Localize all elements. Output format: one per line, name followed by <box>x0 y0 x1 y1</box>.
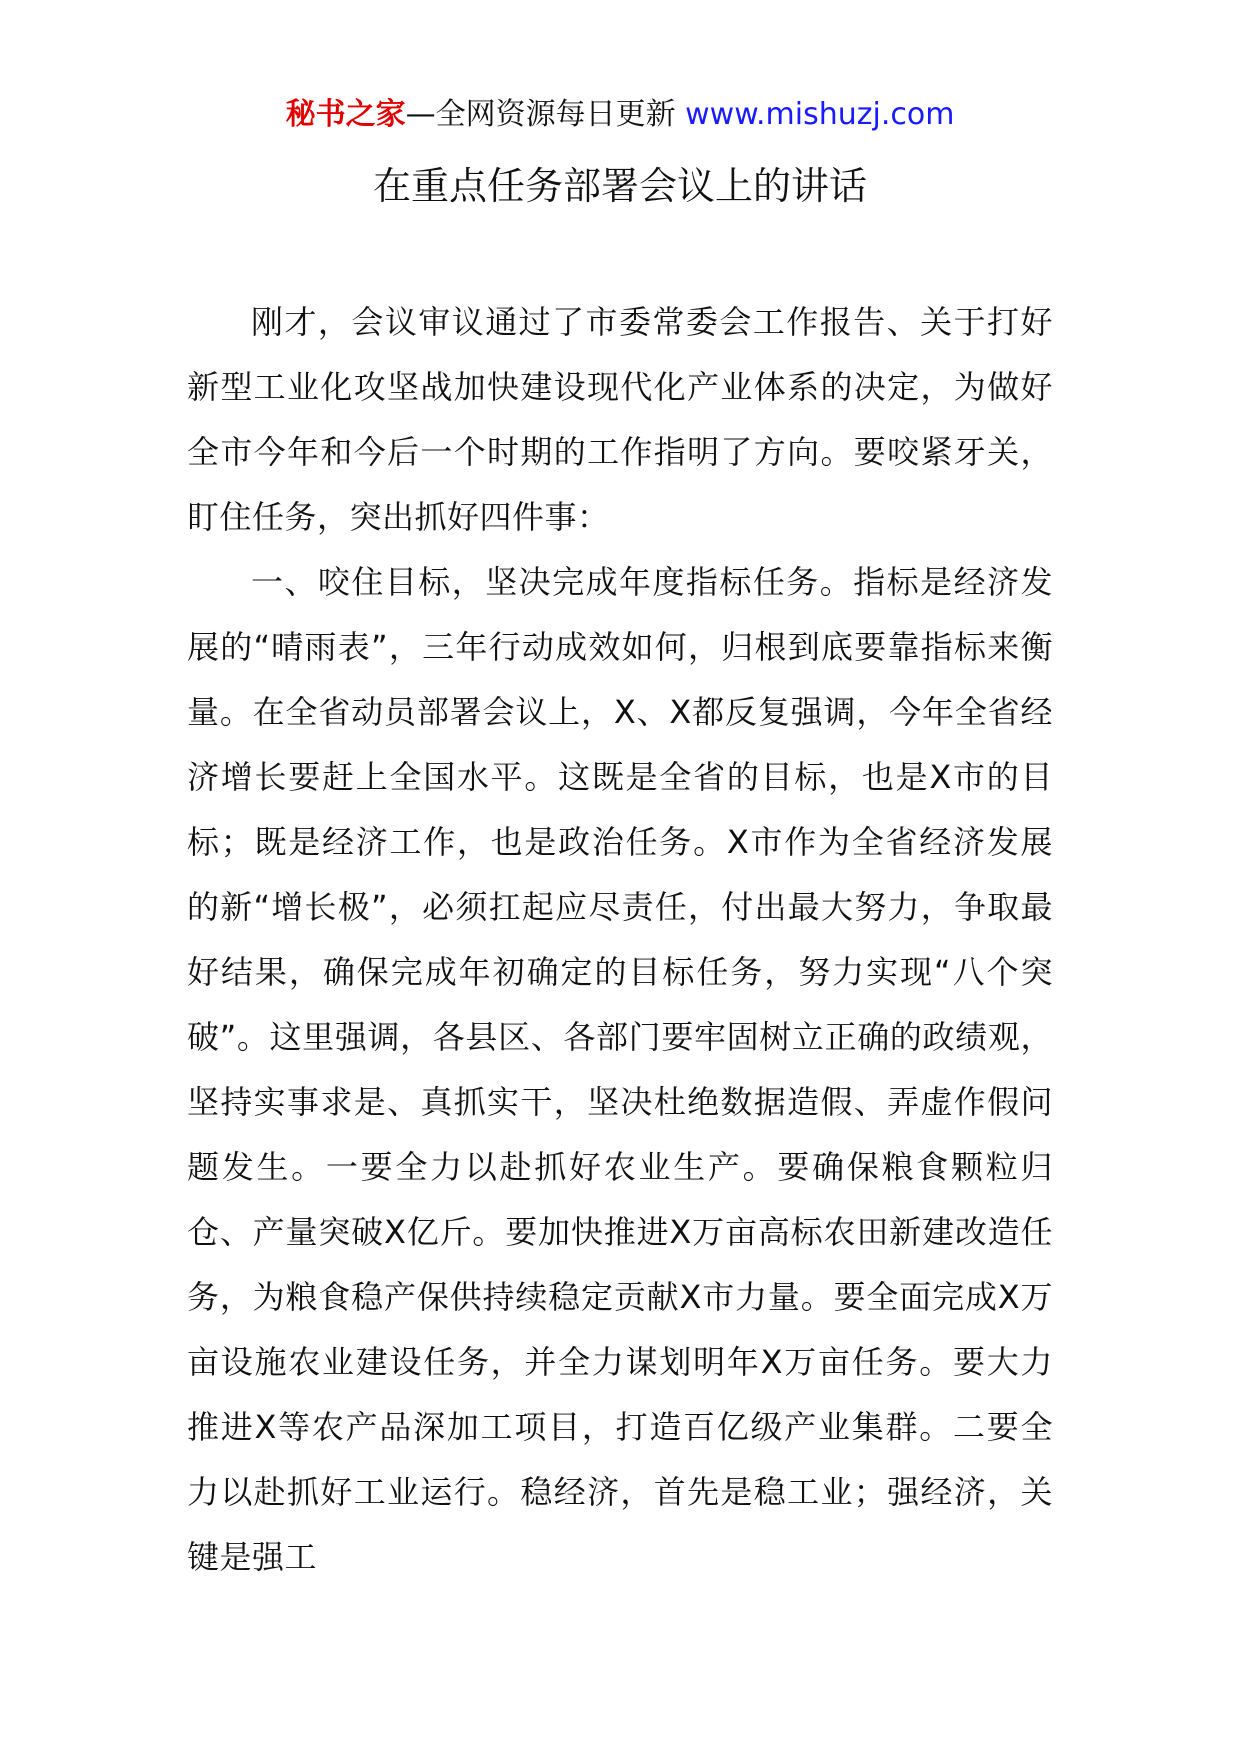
banner-tagline: —全网资源每日更新 <box>405 97 686 132</box>
paragraph-section-one: 一、咬住目标，坚决完成年度指标任务。指标是经济发展的“晴雨表”，三年行动成效如何，归根到底要靠指标来衡量。在全省动员部署会议上，X、X都反复强调，今年全省经济增长要赶上全国水平。这既是全省的目标，也是X市的目标；既是经济工作，也是政治任务。X市作为全省经济发展的新“增长极”，必须扛起应尽责任，付出最大努力，争取最好结果，确保完成年初确定的目标任务，努力实现“八个突破”。这里强调，各县区、各部门要牢固树立正确的政绩观，坚持实事求是、真抓实干，坚决杜绝数据造假、弄虚作假问题发生。一要全力以赴抓好农业生产。要确保粮食颗粒归仓、产量突破X亿斤。要加快推进X万亩高标农田新建改造任务，为粮食稳产保供持续稳定贡献X市力量。要全面完成X万亩设施农业建设任务，并全力谋划明年X万亩任务。要大力推进X等农产品深加工项目，打造百亿级产业集群。二要全力以赴抓好工业运行。稳经济，首先是稳工业；强经济，关键是强工 <box>187 563 1053 1576</box>
brand-name: 秘书之家 <box>285 97 406 132</box>
paragraph-intro: 刚才，会议审议通过了市委常委会工作报告、关于打好新型工业化攻坚战加快建设现代化产业体系的决定，为做好全市今年和今后一个时期的工作指明了方向。要咬紧牙关，盯住任务，突出抓好四件事： <box>187 303 1053 536</box>
document-body <box>187 290 1053 1590</box>
site-banner <box>0 95 1240 135</box>
document-title: 在重点任务部署会议上的讲话 <box>372 164 867 208</box>
site-url-link[interactable]: www.mishuzj.com <box>685 97 955 132</box>
